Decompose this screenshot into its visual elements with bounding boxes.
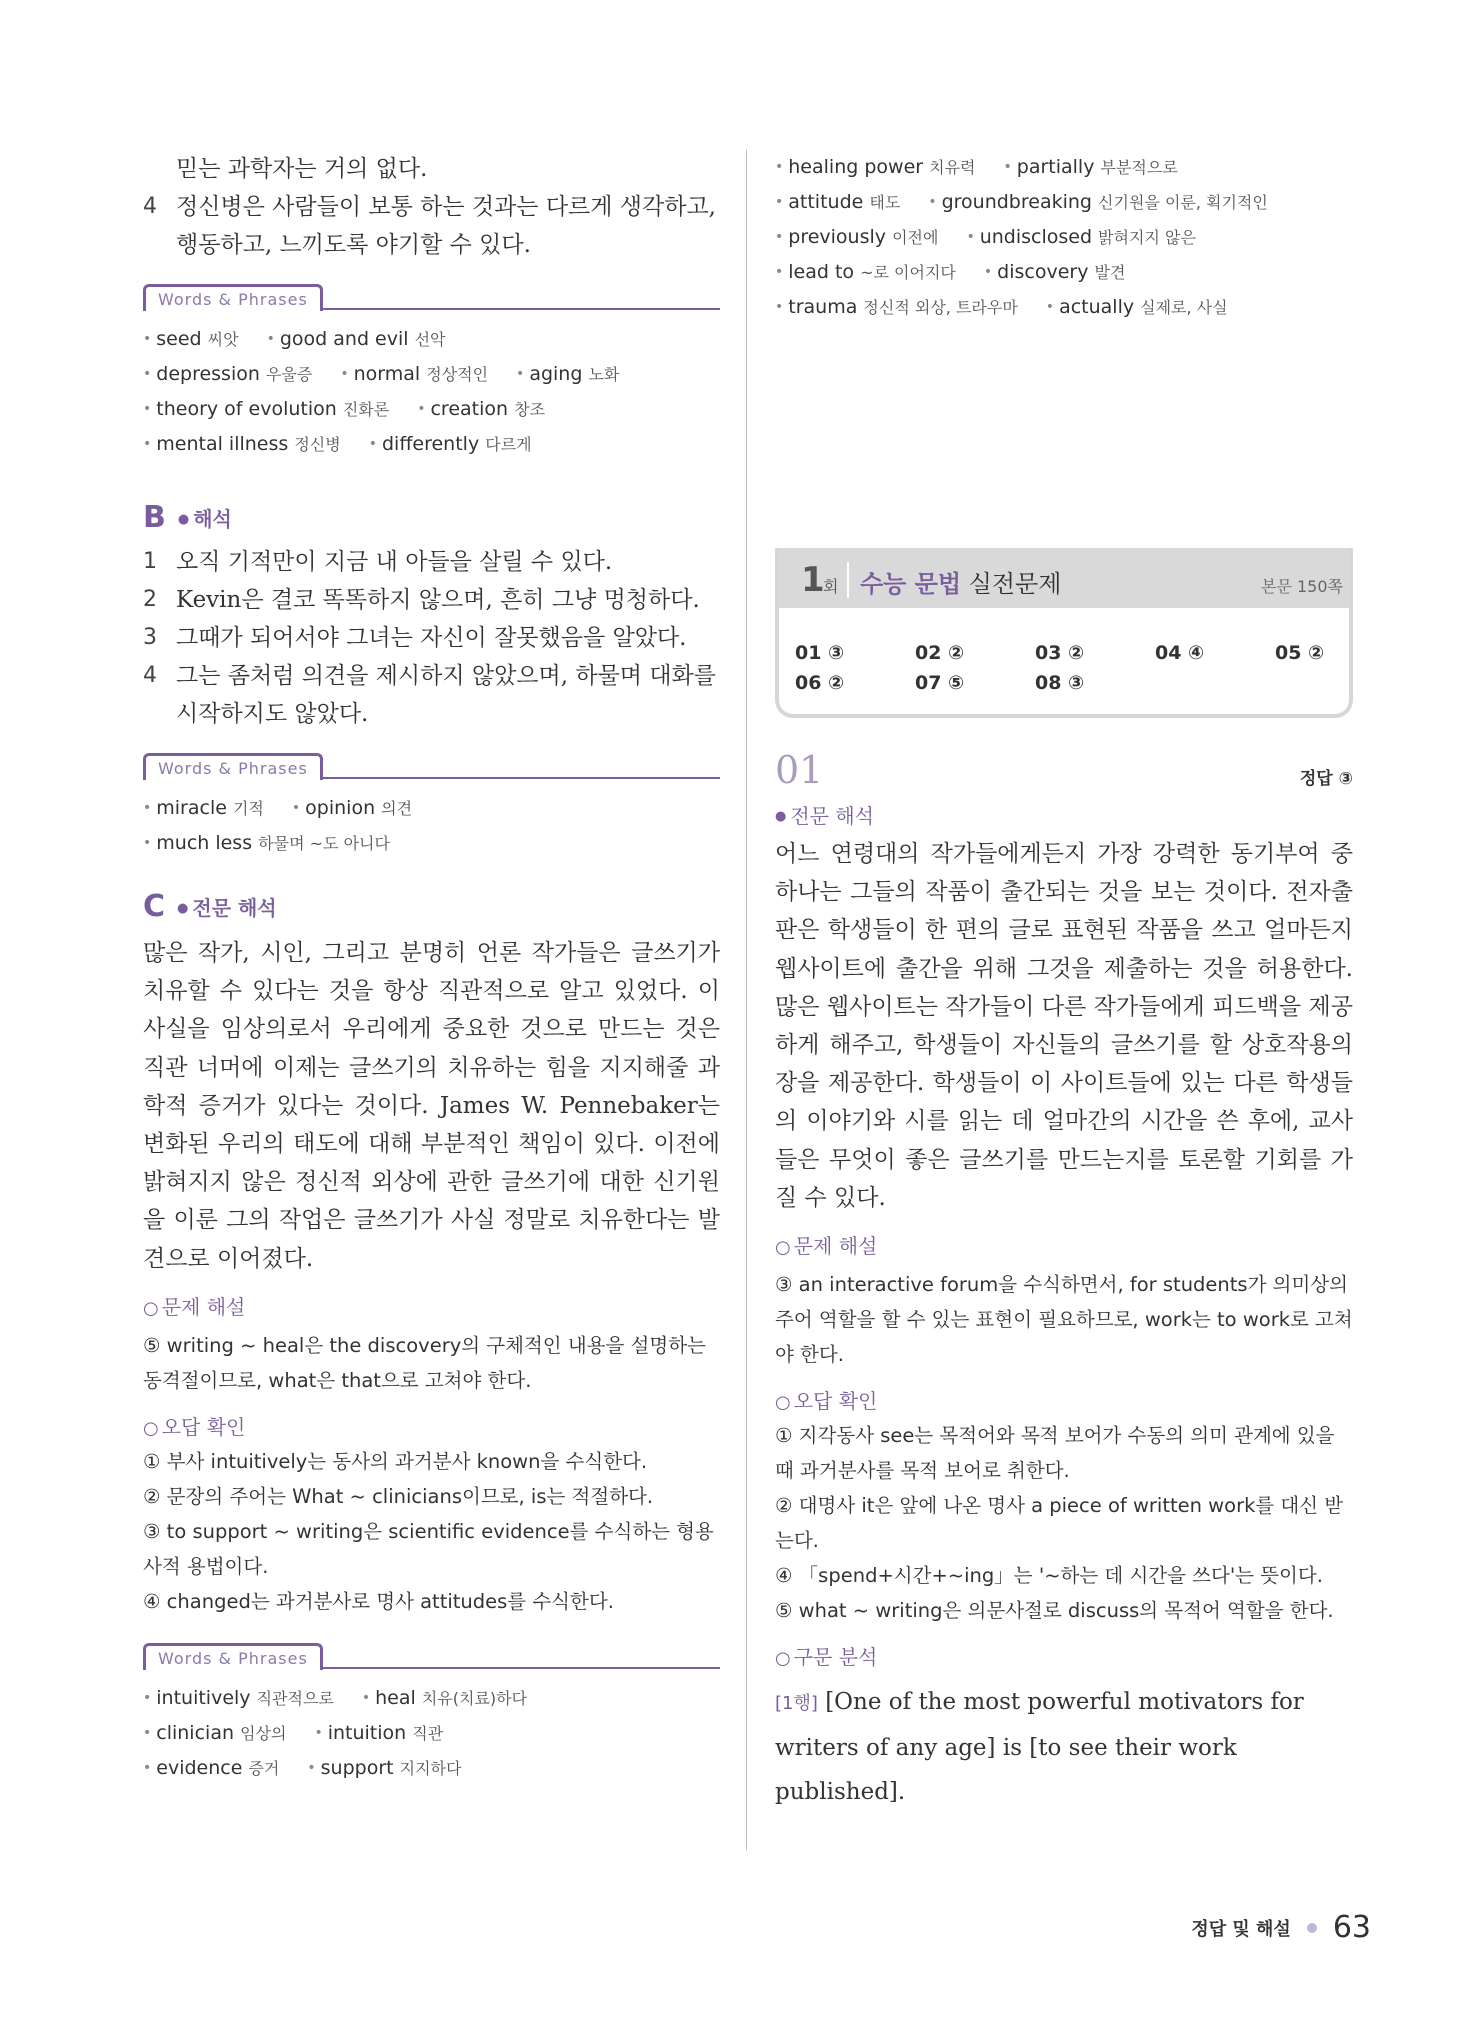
vocab-row xyxy=(143,791,720,826)
vocab-row xyxy=(143,357,720,392)
vocab-row xyxy=(775,185,1353,220)
wrong-answer-item: ② 문장의 주어는 What ~ clinicians이므로, is는 적절하다. xyxy=(143,1484,654,1508)
question-number: 01 xyxy=(775,748,824,792)
vocab-item: • attitude 태도 xyxy=(775,185,900,220)
words-phrases-list xyxy=(143,791,720,861)
wrong-answer-item: ④ changed는 과거분사로 명사 attitudes를 수식한다. xyxy=(143,1589,614,1613)
words-phrases-list xyxy=(143,322,720,462)
wrong-answer-list xyxy=(775,1418,1353,1628)
wrong-answer-heading: ○ 오답 확인 xyxy=(143,1412,720,1444)
words-phrases-header: Words & Phrases xyxy=(143,753,720,783)
vocab-item: • creation 창조 xyxy=(417,392,545,427)
vocab-row xyxy=(143,427,720,462)
vocab-item: • trauma 정신적 외상, 트라우마 xyxy=(775,290,1018,325)
page-number: 63 xyxy=(1332,1910,1371,1945)
list-item: 4 그는 좀처럼 의견을 제시하지 않았으며, 하물며 대화를 시작하지도 않았다. xyxy=(143,663,716,727)
vocab-item: • differently 다르게 xyxy=(369,427,532,462)
vocab-item: • heal 치유(치료)하다 xyxy=(362,1681,527,1716)
left-column xyxy=(143,150,720,1786)
section-letter: C xyxy=(143,889,166,924)
question-01-body xyxy=(775,800,1353,1814)
section-b-list xyxy=(143,543,720,733)
wrong-answer-item: ① 지각동사 see는 목적어와 목적 보어가 수동의 의미 관계에 있을 때 과거분사를 목적 보어로 취한다. xyxy=(775,1424,1335,1483)
list-item: 4 정신병은 사람들이 보통 하는 것과는 다르게 생각하고, 행동하고, 느끼도록 야기할 수 있다. xyxy=(143,194,716,258)
problem-explanation-text: ⑤ writing ~ heal은 the discovery의 구체적인 내용을 설명하는 동격절이므로, what은 that으로 고쳐야 한다. xyxy=(143,1333,706,1392)
answer-key-item: 07 ⑤ xyxy=(915,672,965,694)
vocab-item: • miracle 기적 xyxy=(143,791,264,826)
section-a-list xyxy=(143,188,720,264)
answer-key-item: 08 ③ xyxy=(1035,672,1085,694)
section-label: ● 해석 xyxy=(178,503,232,532)
vocab-item: • healing power 치유력 xyxy=(775,150,976,185)
vocab-item: • lead to ~로 이어지다 xyxy=(775,255,956,290)
vocab-item: • theory of evolution 진화론 xyxy=(143,392,389,427)
words-phrases-list xyxy=(775,150,1353,325)
section-label: ● 전문 해석 xyxy=(177,892,277,921)
intro-line: 믿는 과학자는 거의 없다. xyxy=(176,156,428,182)
vocab-item: • groundbreaking 신기원을 이룬, 획기적인 xyxy=(928,185,1268,220)
problem-explanation-text: ③ an interactive forum을 수식하면서, for students가 의미상의 주어 역할을 할 수 있는 표현이 필요하므로, work는 to work로 고쳐야 한다. xyxy=(775,1273,1353,1367)
words-phrases-list xyxy=(143,1681,720,1786)
vocab-row xyxy=(775,150,1353,185)
list-item: 2 Kevin은 결코 똑똑하지 않으며, 흔히 그냥 멍청하다. xyxy=(143,587,700,613)
column-divider xyxy=(746,150,747,1850)
vocab-item: • intuitively 직관적으로 xyxy=(143,1681,334,1716)
problem-explanation-heading: ○ 문제 해설 xyxy=(775,1231,1353,1263)
vocab-item: • undisclosed 밝혀지지 않은 xyxy=(966,220,1195,255)
words-phrases-header: Words & Phrases xyxy=(143,284,720,314)
vocab-row xyxy=(143,392,720,427)
vocab-row xyxy=(143,1751,720,1786)
vocab-row xyxy=(143,1681,720,1716)
vocab-item: • evidence 증거 xyxy=(143,1751,279,1786)
answer-key-item: 01 ③ xyxy=(795,642,845,664)
right-column xyxy=(775,150,1353,1850)
wrong-answer-item: ⑤ what ~ writing은 의문사절로 discuss의 목적어 역할을 한다. xyxy=(775,1599,1334,1623)
grammar-analysis-text: [1행] [One of the most powerful motivators for writers of any age] is [to see their work published]. xyxy=(775,1689,1304,1806)
vocab-item: • partially 부분적으로 xyxy=(1004,150,1178,185)
section-c-header xyxy=(143,889,720,924)
vocab-row xyxy=(775,255,1353,290)
vocab-item: • previously 이전에 xyxy=(775,220,938,255)
page-footer xyxy=(1191,1910,1371,1945)
test-number: 1 xyxy=(801,560,825,600)
translation-paragraph: 어느 연령대의 작가들에게든지 가장 강력한 동기부여 중 하나는 그들의 작품이 출간되는 것을 보는 것이다. 전자출판은 학생들이 한 편의 글로 표현된 작품을 쓰고 얼마든지 웹사이트에 출간을 위해 그것을 제출하는 것을 허용한다. 많은 웹사이트는 작가들이 다른 작가들에게 피드백을 제공하게 해주고, 학생들이 자신들의 글쓰기를 할 상호작용의 장을 제공한다. 학생들이 이 사이트들에 있는 다른 학생들의 이야기와 시를 읽는 데 얼마간의 시간을 쓴 후에, 교사들은 무엇이 좋은 글쓰기를 만드는지를 토론할 기회를 가질 수 있다. xyxy=(775,841,1353,1211)
answer-box-header: 1 회 수능 문법 실전문제 본문 150쪽 xyxy=(775,548,1353,608)
vocab-item: • clinician 임상의 xyxy=(143,1716,286,1751)
wrong-answer-item: ④ 「spend+시간+~ing」는 '~하는 데 시간을 쓰다'는 뜻이다. xyxy=(775,1564,1323,1588)
section-b-header xyxy=(143,500,720,535)
wrong-answer-item: ② 대명사 it은 앞에 나온 명사 a piece of written work를 대신 받는다. xyxy=(775,1494,1344,1553)
page-reference: 본문 150쪽 xyxy=(1261,577,1343,596)
vocab-item: • intuition 직관 xyxy=(314,1716,443,1751)
list-item: 3 그때가 되어서야 그녀는 자신이 잘못했음을 알았다. xyxy=(143,625,687,651)
vocab-item: • aging 노화 xyxy=(516,357,619,392)
list-item: 1 오직 기적만이 지금 내 아들을 살릴 수 있다. xyxy=(143,549,613,575)
vocab-item: • seed 씨앗 xyxy=(143,322,239,357)
vocab-item: • good and evil 선악 xyxy=(267,322,446,357)
vocab-item: • actually 실제로, 사실 xyxy=(1046,290,1228,325)
translation-paragraph: 많은 작가, 시인, 그리고 분명히 언론 작가들은 글쓰기가 치유할 수 있다는 것을 항상 직관적으로 알고 있었다. 이 사실을 임상의로서 우리에게 중요한 것으로 만드는 것은 직관 너머에 이제는 글쓰기의 치유하는 힘을 지지해줄 과학적 증거가 있다는 것이다. James W. Pennebaker는 변화된 우리의 태도에 대해 부분적인 책임이 있다. 이전에 밝혀지지 않은 정신적 외상에 관한 글쓰기에 대한 신기원을 이룬 그의 작업은 글쓰기가 사실 정말로 치유한다는 발견으로 이어졌다. xyxy=(143,940,720,1272)
vocab-item: • support 지지하다 xyxy=(307,1751,461,1786)
answer-key-item: 06 ② xyxy=(795,672,845,694)
wrong-answer-heading: ○ 오답 확인 xyxy=(775,1386,1353,1418)
wrong-answer-item: ① 부사 intuitively는 동사의 과거분사 known을 수식한다. xyxy=(143,1449,648,1473)
vocab-row xyxy=(775,220,1353,255)
translation-heading: ● 전문 해석 xyxy=(775,800,1353,829)
answer-key-item: 02 ② xyxy=(915,642,965,664)
footer-label: 정답 및 해설 xyxy=(1191,1918,1291,1940)
answer-key-item: 03 ② xyxy=(1035,642,1085,664)
answer-key-item: 04 ④ xyxy=(1155,642,1205,664)
vocab-row xyxy=(775,290,1353,325)
wrong-answer-item: ③ to support ~ writing은 scientific evidence를 수식하는 형용사적 용법이다. xyxy=(143,1519,714,1578)
problem-explanation-heading: ○ 문제 해설 xyxy=(143,1292,720,1324)
answer-box-title: 수능 문법 실전문제 xyxy=(860,570,1062,598)
correct-answer: 정답 ③ xyxy=(1299,769,1353,789)
vocab-item: • mental illness 정신병 xyxy=(143,427,341,462)
answer-key-item: 05 ② xyxy=(1275,642,1325,664)
section-letter: B xyxy=(143,500,166,535)
wrong-answer-list xyxy=(143,1444,720,1619)
words-phrases-header: Words & Phrases xyxy=(143,1643,720,1673)
vocab-item: • much less 하물며 ~도 아니다 xyxy=(143,826,390,861)
vocab-item: • opinion 의견 xyxy=(292,791,412,826)
vocab-item: • discovery 발견 xyxy=(984,255,1126,290)
grammar-analysis-heading: ○ 구문 분석 xyxy=(775,1642,1353,1674)
vocab-row xyxy=(143,1716,720,1751)
vocab-item: • normal 정상적인 xyxy=(340,357,488,392)
vocab-item: • depression 우울증 xyxy=(143,357,312,392)
vocab-row xyxy=(143,322,720,357)
vocab-row xyxy=(143,826,720,861)
